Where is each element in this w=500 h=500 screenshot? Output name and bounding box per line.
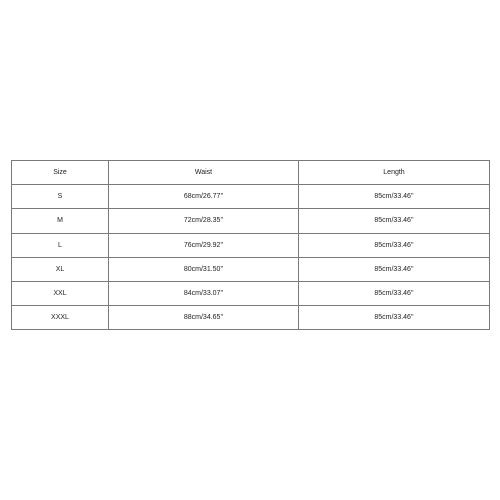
size-chart-table: [11, 160, 490, 330]
cell-size: XL: [12, 257, 109, 281]
cell-size: XXL: [12, 281, 109, 305]
cell-size: L: [12, 233, 109, 257]
cell-size: M: [12, 209, 109, 233]
cell-size: S: [12, 185, 109, 209]
cell-length: 85cm/33.46'': [299, 233, 490, 257]
table-row: [12, 185, 490, 209]
cell-length: 85cm/33.46'': [299, 306, 490, 330]
cell-waist: 76cm/29.92'': [109, 233, 299, 257]
table-row: [12, 306, 490, 330]
cell-length: 85cm/33.46'': [299, 257, 490, 281]
header-waist: Waist: [109, 161, 299, 185]
header-size: Size: [12, 161, 109, 185]
table-row: [12, 233, 490, 257]
cell-waist: 84cm/33.07'': [109, 281, 299, 305]
cell-waist: 68cm/26.77'': [109, 185, 299, 209]
cell-waist: 80cm/31.50'': [109, 257, 299, 281]
cell-size: XXXL: [12, 306, 109, 330]
cell-length: 85cm/33.46'': [299, 281, 490, 305]
table-row: [12, 209, 490, 233]
cell-waist: 88cm/34.65'': [109, 306, 299, 330]
cell-waist: 72cm/28.35'': [109, 209, 299, 233]
table-row: [12, 257, 490, 281]
cell-length: 85cm/33.46'': [299, 185, 490, 209]
table-header-row: [12, 161, 490, 185]
table-row: [12, 281, 490, 305]
cell-length: 85cm/33.46'': [299, 209, 490, 233]
header-length: Length: [299, 161, 490, 185]
